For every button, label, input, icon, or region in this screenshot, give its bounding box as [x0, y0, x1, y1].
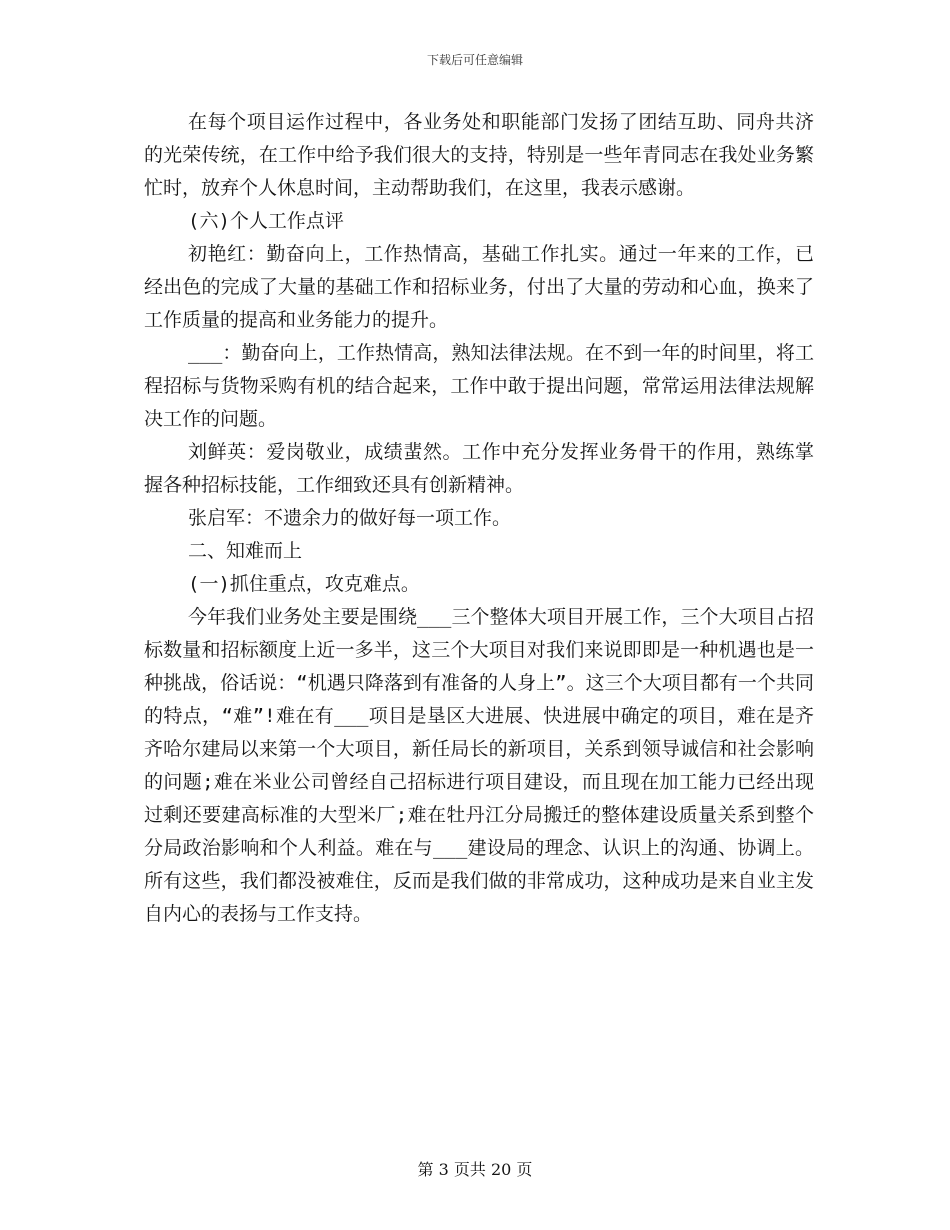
section-heading-two: 二、知难而上 — [188, 540, 303, 562]
paragraph-review-zhang: 张启军：不遗余力的做好每一项工作。 — [188, 507, 512, 529]
document-body — [144, 106, 814, 931]
paragraph-major-projects: 今年我们业务处主要是围绕___三个整体大项目开展工作，三个大项目占招标数量和招标额度上近一多半，这三个大项目对我们来说即即是一种机遇也是一种挑战，俗话说：“机遇只降落到有准备的人身上”。这三个大项目都有一个共同的特点，“难”!难在有___项目是垦区大进展、快进展中确定的项目，难在是齐齐哈尔建局以来第一个大项目，新任局长的新项目，关系到领导诚信和社会影响的问题;难在米业公司曾经自己招标进行项目建设，而且现在加工能力已经出现过剩还要建高标准的大型米厂;难在牡丹江分局搬迁的整体建设质量关系到整个分局政治影响和个人利益。难在与___建设局的理念、认识上的沟通、协调上。所有这些，我们都没被难住，反而是我们做的非常成功，这种成功是来自业主发自内心的表扬与工作支持。 — [144, 606, 814, 925]
paragraph-review-blank: ___：勤奋向上，工作热情高，熟知法律法规。在不到一年的时间里，将工程招标与货物采购有机的结合起来，工作中敢于提出问题，常常运用法律法规解决工作的问题。 — [144, 342, 814, 430]
paragraph-support-thanks: 在每个项目运作过程中，各业务处和职能部门发扬了团结互助、同舟共济的光荣传统，在工作中给予我们很大的支持，特别是一些年青同志在我处业务繁忙时，放弃个人休息时间，主动帮助我们，在这里，我表示感谢。 — [144, 111, 814, 199]
subsection-heading-focus: (一)抓住重点，攻克难点。 — [188, 573, 420, 595]
paragraph-review-liu: 刘鲜英：爱岗敬业，成绩蜚然。工作中充分发挥业务骨干的作用，熟练掌握各种招标技能，工作细致还具有创新精神。 — [144, 441, 814, 496]
page-footer: 第 3 页共 20 页 — [417, 1160, 533, 1179]
page-header: 下载后可任意编辑 — [426, 53, 523, 67]
paragraph-review-chu: 初艳红：勤奋向上，工作热情高，基础工作扎实。通过一年来的工作，已经出色的完成了大量的基础工作和招标业务，付出了大量的劳动和心血，换来了工作质量的提高和业务能力的提升。 — [144, 243, 814, 331]
section-heading-personal-review: (六)个人工作点评 — [188, 210, 344, 232]
